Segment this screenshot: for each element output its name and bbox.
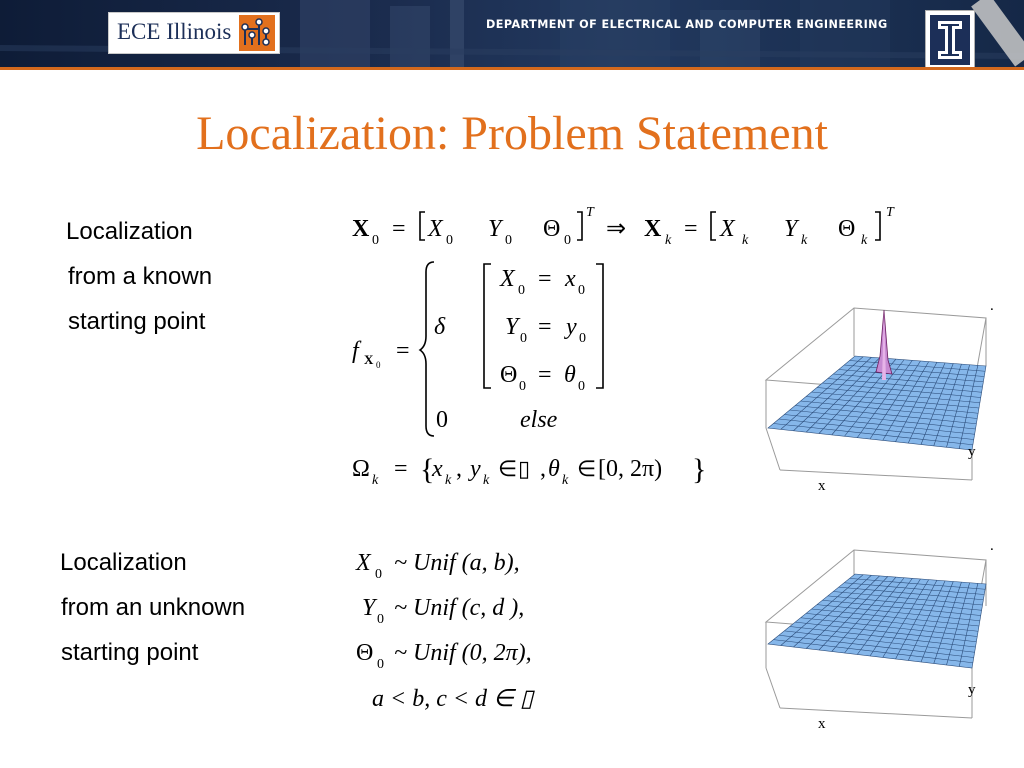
plot2-surface (768, 574, 986, 668)
section1-label-line3: starting point (68, 308, 206, 335)
Theta0: Θ (543, 216, 561, 242)
f: f (352, 338, 359, 364)
equals: = (684, 216, 698, 242)
omega-set-equation (352, 453, 706, 488)
sub-0: 0 (519, 379, 526, 394)
Y0-distribution: ~ Unif (c, d ), (394, 595, 525, 621)
zero: 0 (436, 407, 448, 433)
uniform-pdf-3d-plot (756, 540, 996, 740)
equals: = (538, 362, 552, 388)
equals: = (396, 338, 410, 364)
theta: θ (548, 456, 560, 482)
sub-0: 0 (377, 657, 384, 672)
left-bracket (420, 212, 425, 240)
equals: = (392, 216, 406, 242)
section1-label-line2: from a known (68, 263, 213, 290)
right-curly: } (692, 453, 707, 486)
right-bracket (596, 264, 603, 388)
section2-label-line3: starting point (61, 639, 199, 666)
else: else (520, 407, 558, 433)
state-vector-equation (352, 205, 895, 248)
Theta0-distribution: ~ Unif (0, 2π), (394, 640, 532, 666)
equals: = (538, 266, 552, 292)
sub-k: k (665, 233, 672, 248)
delta: δ (434, 314, 446, 340)
left-brace (420, 262, 434, 436)
plot2-x-axis-label: x (818, 716, 826, 732)
sub-0: 0 (518, 283, 525, 298)
slide-title: Localization: Problem Statement (196, 107, 828, 160)
sub-k: k (372, 473, 379, 488)
logo-text: ECE Illinois (117, 19, 232, 44)
department-title: DEPARTMENT OF ELECTRICAL AND COMPUTER ENGINEERING (486, 18, 888, 31)
left-bracket (484, 264, 491, 388)
bold-X0: X (352, 216, 370, 242)
missing-glyph: ▯ (518, 456, 531, 481)
sub-k: k (445, 473, 452, 488)
sub-0: 0 (578, 379, 585, 394)
uniform-distribution-equations (355, 550, 535, 712)
transpose-T: T (886, 205, 894, 220)
left-curly: { (420, 453, 435, 486)
row1-X: X (500, 266, 515, 292)
sub-k: k (562, 473, 569, 488)
equals: = (394, 456, 408, 482)
sub-0: 0 (579, 331, 586, 346)
sub-0: 0 (505, 233, 512, 248)
sub-k: k (801, 233, 808, 248)
sub-k: k (742, 233, 749, 248)
section1-label-line1: Localization (66, 218, 193, 245)
sub-sub-0: 0 (376, 360, 381, 370)
sub-0: 0 (375, 567, 382, 582)
X0: X (428, 216, 443, 242)
plot2-y-axis-label: y (968, 682, 976, 698)
element-of: ∈ (577, 456, 597, 481)
x: x (432, 456, 443, 482)
sub-0: 0 (520, 331, 527, 346)
comma: , (540, 456, 546, 482)
Xk: X (720, 216, 735, 242)
Y0: Y (488, 216, 502, 242)
Yk: Y (784, 216, 798, 242)
Omega: Ω (352, 456, 370, 482)
element-of: ∈ (498, 456, 518, 481)
delta-pdf-3d-plot (756, 300, 996, 500)
transpose-T: T (586, 205, 594, 220)
plot1-x-axis-label: x (818, 478, 826, 494)
plot1-tick: . (990, 300, 994, 314)
y: y (470, 456, 481, 482)
sub-0: 0 (377, 612, 384, 627)
sub-0: 0 (578, 283, 585, 298)
constraint-line: a < b, c < d ∈ ▯ (372, 686, 534, 712)
right-bracket (577, 212, 582, 240)
interval-0-2pi: [0, 2π) (598, 456, 663, 482)
f-subscript-X: X (364, 352, 374, 367)
initial-pdf-equation (352, 262, 603, 436)
row1-x: x (565, 266, 576, 292)
equals: = (538, 314, 552, 340)
implies-arrow: ⇒ (606, 216, 627, 242)
Theta0: Θ (356, 640, 374, 666)
sub-k: k (483, 473, 490, 488)
plot1-y-axis-label: y (968, 444, 976, 460)
sub-0: 0 (564, 233, 571, 248)
X0-distribution: ~ Unif (a, b), (394, 550, 520, 576)
row2-y: y (566, 314, 577, 340)
plot2-tick: . (990, 540, 994, 554)
section2-label-line2: from an unknown (61, 594, 246, 621)
comma: , (456, 456, 462, 482)
sub-k: k (861, 233, 868, 248)
Y0: Y (362, 595, 376, 621)
bold-Xk: X (644, 216, 662, 242)
sub-0: 0 (372, 233, 379, 248)
X0: X (356, 550, 371, 576)
left-bracket (711, 212, 716, 240)
Thetak: Θ (838, 216, 856, 242)
section2-label-line1: Localization (60, 549, 187, 576)
row3-theta: θ (564, 362, 576, 388)
plot1-surface (768, 310, 986, 450)
row2-Y: Y (505, 314, 519, 340)
sub-0: 0 (446, 233, 453, 248)
right-bracket (875, 212, 880, 240)
row3-Theta: Θ (500, 362, 518, 388)
